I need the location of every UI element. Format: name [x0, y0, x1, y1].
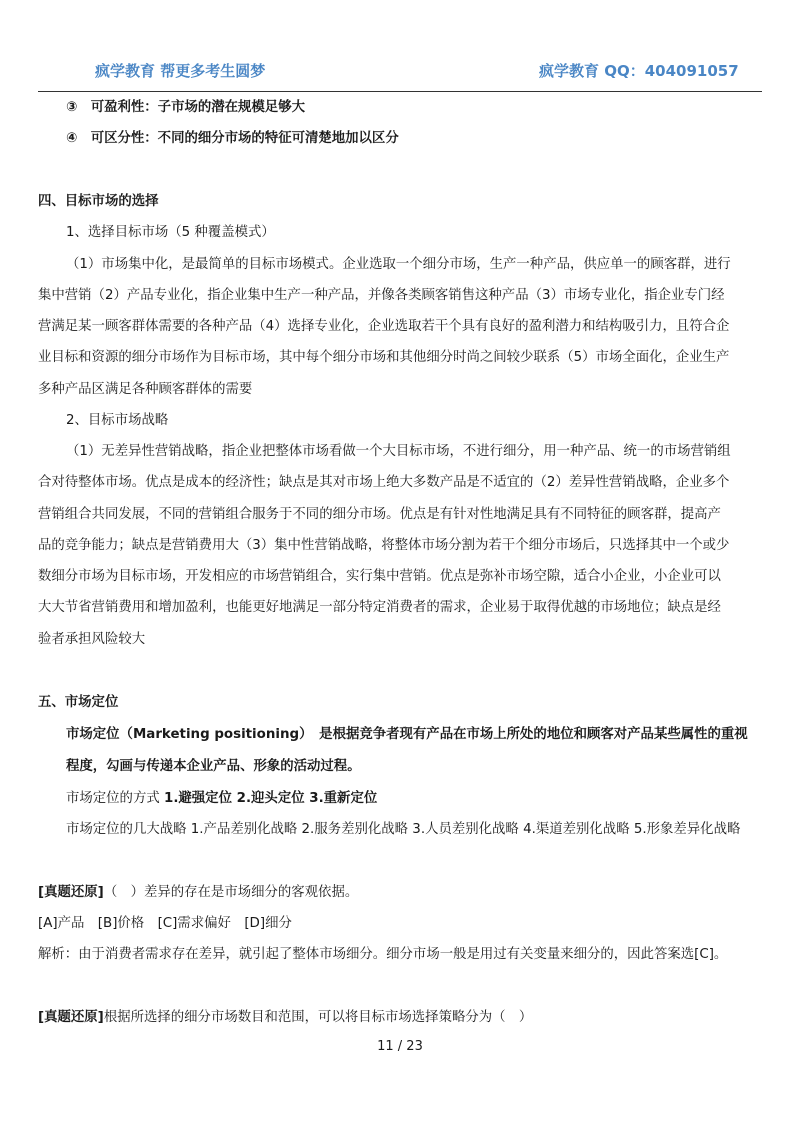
- para1-line: 业目标和资源的细分市场作为目标市场，其中每个细分市场和其他细分时尚之间较少联系（5）市场全面化，企业生产: [38, 350, 730, 365]
- positioning-strategies: 市场定位的几大战略 1.产品差别化战略 2.服务差别化战略 3.人员差别化战略 4.渠道差别化战略 5.形象差异化战略: [66, 822, 741, 837]
- para2-line: 验者承担风险较大: [38, 632, 146, 647]
- positioning-definition-cont: 程度，勾画与传递本企业产品、形象的活动过程。: [66, 759, 361, 774]
- para1-line: （1）市场集中化，是最简单的目标市场模式。企业选取一个细分市场，生产一种产品，供应单一的顾客群，进行: [66, 257, 731, 272]
- criterion-profitability: ③ 可盈利性：子市场的潜在规模足够大: [66, 100, 305, 115]
- para2-line: 数细分市场为目标市场，开发相应的市场营销组合，实行集中营销。优点是弥补市场空隙，适合小企业，小企业可以: [38, 569, 721, 584]
- question2-stem: [真题还原]根据所选择的细分市场数目和范围，可以将目标市场选择策略分为（ ）: [38, 1010, 533, 1025]
- question1-options: [A]产品 [B]价格 [C]需求偏好 [D]细分: [38, 916, 292, 931]
- positioning-definition: 市场定位（Marketing positioning） 是根据竞争者现有产品在市场上所处的地位和顾客对产品某些属性的重视: [66, 727, 748, 742]
- page-number: 11 / 23: [377, 1039, 423, 1054]
- para2-line: （1）无差异性营销战略，指企业把整体市场看做一个大目标市场，不进行细分，用一种产品、统一的市场营销组: [66, 444, 731, 459]
- header-divider: [38, 91, 762, 92]
- criterion-distinguishability: ④ 可区分性：不同的细分市场的特征可清楚地加以区分: [66, 131, 399, 146]
- question1-stem: [真题还原]（ ）差异的存在是市场细分的客观依据。: [38, 885, 359, 900]
- para1-line: 集中营销（2）产品专业化，指企业集中生产一种产品，并像各类顾客销售这种产品（3）市场专业化，指企业专门经: [38, 288, 725, 303]
- header-contact-qq: 疯学教育 QQ：404091057: [539, 62, 739, 80]
- question1-tag: [真题还原]: [38, 885, 104, 900]
- para2-line: 品的竞争能力；缺点是营销费用大（3）集中性营销战略，将整体市场分割为若干个细分市场后，只选择其中一个或少: [38, 538, 730, 553]
- methods-label: 市场定位的方式: [66, 791, 164, 806]
- methods-value: 1.避强定位 2.迎头定位 3.重新定位: [164, 791, 378, 806]
- positioning-methods: [66, 790, 377, 808]
- para1-line: 营满足某一顾客群体需要的各种产品（4）选择专业化，企业选取若干个具有良好的盈利潜力和结构吸引力，且符合企: [38, 319, 730, 334]
- header-brand-slogan: 疯学教育 帮更多考生圆梦: [95, 62, 266, 80]
- section4-heading: 四、目标市场的选择: [38, 194, 159, 209]
- para1-line: 多种产品区满足各种顾客群体的需要: [38, 382, 253, 397]
- section4-sub1: 1、选择目标市场（5 种覆盖模式）: [66, 225, 275, 240]
- section4-sub2: 2、目标市场战略: [66, 413, 169, 428]
- para2-line: 合对待整体市场。优点是成本的经济性；缺点是其对市场上绝大多数产品是不适宜的（2）差异性营销战略，企业多个: [38, 475, 730, 490]
- para2-line: 营销组合共同发展，不同的营销组合服务于不同的细分市场。优点是有针对性地满足具有不同特征的顾客群，提高产: [38, 507, 721, 522]
- question2-tag: [真题还原]: [38, 1010, 104, 1025]
- section5-heading: 五、市场定位: [38, 695, 119, 710]
- para2-line: 大大节省营销费用和增加盈利，也能更好地满足一部分特定消费者的需求，企业易于取得优越的市场地位；缺点是经: [38, 600, 721, 615]
- question1-analysis: 解析：由于消费者需求存在差异，就引起了整体市场细分。细分市场一般是用过有关变量来细分的，因此答案选[C]。: [38, 947, 728, 962]
